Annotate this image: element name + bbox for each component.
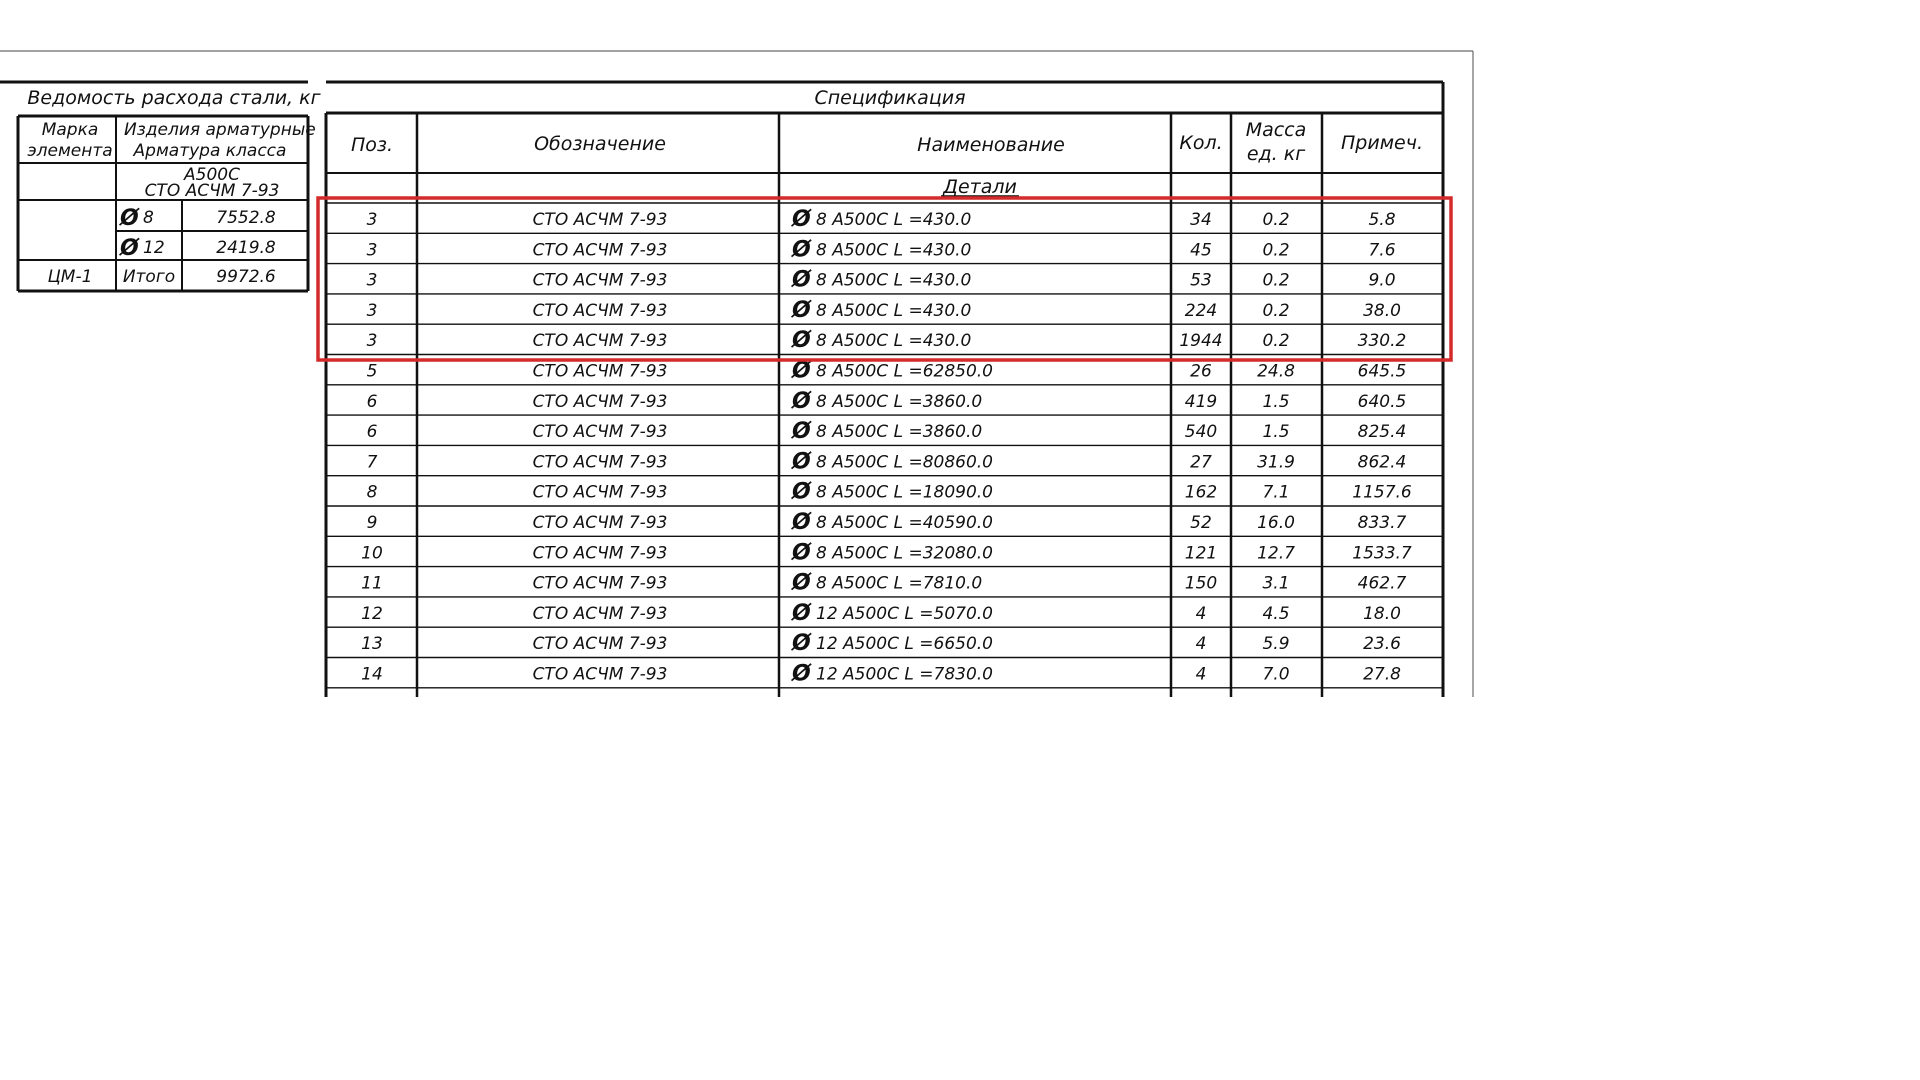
spec-row	[367, 328, 1407, 353]
specification-title: Спецификация	[814, 87, 966, 109]
statement-row-value: 7552.8	[216, 208, 276, 228]
spec-cell-name: 8 А500С L =80860.0	[816, 452, 993, 473]
spec-cell-qty: 4	[1195, 634, 1207, 655]
spec-cell-note: 7.6	[1368, 240, 1396, 261]
spec-cell-qty: 121	[1184, 543, 1218, 564]
spec-cell-designation: СТО АСЧМ 7-93	[532, 482, 668, 503]
spec-cell-name: 12 А500С L =5070.0	[816, 603, 993, 624]
spec-cell-pos: 6	[366, 422, 378, 443]
spec-cell-qty: 419	[1184, 391, 1218, 412]
spec-row	[367, 207, 1396, 232]
steel-statement-title: Ведомость расхода стали, кг	[27, 87, 321, 109]
spec-cell-note: 23.6	[1363, 634, 1401, 655]
diameter-symbol-icon: Ø	[792, 449, 811, 475]
spec-cell-qty: 45	[1190, 240, 1212, 261]
spec-cell-qty: 4	[1195, 664, 1207, 685]
spec-cell-mass: 3.1	[1262, 573, 1290, 594]
spec-cell-pos: 7	[366, 452, 378, 473]
spec-cell-mass: 16.0	[1257, 513, 1295, 533]
spec-row	[361, 540, 1412, 565]
spec-cell-mass: 1.5	[1262, 391, 1290, 412]
diameter-symbol-icon: Ø	[792, 570, 811, 596]
spec-cell-qty: 150	[1184, 573, 1218, 594]
spec-cell-note: 330.2	[1357, 331, 1407, 352]
diameter-symbol-icon: Ø	[792, 267, 811, 293]
spec-cell-name: 8 А500С L =430.0	[816, 240, 972, 261]
diameter-symbol-icon: Ø	[792, 510, 811, 535]
header-qty: Кол.	[1179, 132, 1223, 154]
section-label: Детали	[943, 176, 1017, 198]
spec-cell-pos: 14	[361, 664, 383, 685]
spec-cell-pos: 8	[366, 482, 378, 503]
spec-cell-pos: 3	[366, 300, 378, 321]
diameter-symbol-icon: Ø	[792, 297, 811, 323]
header-mass-line2: ед. кг	[1246, 143, 1306, 165]
col-mark-line1: Марка	[41, 120, 99, 140]
header-name: Наименование	[917, 134, 1065, 156]
spec-cell-mass: 0.2	[1262, 270, 1290, 291]
spec-cell-mass: 4.5	[1262, 603, 1290, 624]
spec-row	[367, 268, 1396, 293]
spec-cell-note: 1157.6	[1352, 482, 1412, 503]
spec-cell-qty: 162	[1184, 482, 1218, 503]
spec-cell-note: 5.8	[1368, 210, 1396, 230]
spec-cell-designation: СТО АСЧМ 7-93	[532, 331, 668, 352]
spec-cell-mass: 0.2	[1262, 210, 1290, 230]
spec-cell-designation: СТО АСЧМ 7-93	[532, 361, 668, 382]
spec-row	[367, 237, 1396, 262]
spec-cell-pos: 6	[366, 391, 378, 412]
spec-cell-note: 1533.7	[1352, 543, 1412, 564]
spec-cell-pos: 5	[366, 361, 378, 382]
col-products-line2: Арматура класса	[133, 141, 287, 161]
spec-cell-designation: СТО АСЧМ 7-93	[532, 300, 668, 321]
spec-cell-note: 833.7	[1357, 513, 1407, 533]
spec-cell-designation: СТО АСЧМ 7-93	[532, 452, 668, 473]
spec-cell-designation: СТО АСЧМ 7-93	[532, 573, 668, 594]
spec-cell-pos: 3	[366, 210, 378, 230]
diameter-symbol-icon: Ø	[792, 600, 811, 626]
spec-row	[367, 449, 1407, 474]
spec-cell-mass: 0.2	[1262, 300, 1290, 321]
diameter-symbol-icon: Ø	[792, 207, 811, 232]
spec-cell-designation: СТО АСЧМ 7-93	[532, 513, 668, 533]
spec-cell-pos: 3	[366, 331, 378, 352]
spec-cell-name: 8 А500С L =32080.0	[816, 543, 993, 564]
diameter-symbol-icon: Ø	[792, 631, 811, 657]
spec-cell-note: 640.5	[1357, 391, 1407, 412]
spec-cell-pos: 3	[366, 240, 378, 261]
col-mark-line2: элемента	[27, 141, 113, 161]
spec-cell-qty: 540	[1184, 422, 1218, 443]
spec-cell-note: 9.0	[1368, 270, 1396, 291]
spec-cell-name: 12 А500С L =7830.0	[816, 664, 993, 685]
spec-cell-name: 8 А500С L =3860.0	[816, 422, 983, 443]
spec-cell-qty: 52	[1190, 513, 1212, 533]
header-mass-line1: Масса	[1245, 119, 1307, 141]
header-designation: Обозначение	[534, 133, 666, 155]
spec-cell-note: 462.7	[1357, 573, 1407, 594]
spec-cell-mass: 7.1	[1262, 482, 1290, 503]
spec-row	[367, 298, 1401, 323]
spec-cell-name: 8 А500С L =3860.0	[816, 391, 983, 412]
spec-cell-name: 8 А500С L =430.0	[816, 270, 972, 291]
spec-cell-pos: 13	[361, 634, 383, 655]
spec-cell-qty: 1944	[1179, 331, 1223, 352]
spec-cell-note: 38.0	[1363, 300, 1401, 321]
spec-cell-qty: 26	[1190, 361, 1212, 382]
spec-cell-designation: СТО АСЧМ 7-93	[532, 391, 668, 412]
spec-cell-note: 825.4	[1357, 422, 1407, 443]
specification-table	[326, 82, 1443, 697]
spec-cell-pos: 11	[361, 573, 383, 594]
spec-cell-qty: 34	[1190, 210, 1212, 230]
spec-row	[367, 389, 1407, 414]
spec-cell-designation: СТО АСЧМ 7-93	[532, 603, 668, 624]
spec-cell-name: 8 А500С L =40590.0	[816, 513, 993, 533]
spec-row	[361, 571, 1406, 596]
spec-row	[367, 480, 1412, 505]
spec-row	[367, 510, 1407, 535]
spec-row	[361, 662, 1401, 687]
diameter-symbol-icon: Ø	[792, 237, 811, 263]
spec-cell-qty: 27	[1190, 452, 1212, 473]
statement-row-value: 2419.8	[216, 238, 276, 258]
spec-cell-mass: 5.9	[1262, 634, 1290, 655]
spec-cell-designation: СТО АСЧМ 7-93	[532, 422, 668, 443]
spec-cell-note: 27.8	[1363, 664, 1401, 685]
col-products-line1: Изделия арматурные	[124, 120, 316, 140]
total-value: 9972.6	[216, 267, 276, 287]
diameter-symbol-icon: Ø	[792, 328, 811, 354]
spec-cell-designation: СТО АСЧМ 7-93	[532, 664, 668, 685]
spec-cell-name: 8 А500С L =430.0	[816, 210, 972, 230]
diameter-symbol-icon: Ø	[120, 206, 139, 231]
spec-row	[367, 359, 1407, 384]
spec-cell-pos: 9	[366, 513, 378, 533]
spec-cell-qty: 4	[1195, 603, 1207, 624]
diameter-symbol-icon: Ø	[792, 419, 811, 445]
spec-cell-name: 8 А500С L =430.0	[816, 300, 972, 321]
spec-cell-designation: СТО АСЧМ 7-93	[532, 210, 668, 230]
spec-cell-mass: 12.7	[1257, 543, 1295, 564]
steel-statement-table	[0, 82, 322, 291]
spec-cell-note: 645.5	[1357, 361, 1407, 382]
class-name-line2: СТО АСЧМ 7-93	[144, 181, 280, 201]
spec-row	[361, 601, 1401, 626]
spec-cell-designation: СТО АСЧМ 7-93	[532, 634, 668, 655]
total-label: Итого	[122, 267, 176, 287]
spec-cell-name: 8 А500С L =430.0	[816, 331, 972, 352]
class-name-line1: А500С	[184, 165, 240, 185]
spec-cell-name: 12 А500С L =6650.0	[816, 634, 993, 655]
statement-row-label: 12	[143, 238, 165, 258]
header-note: Примеч.	[1341, 132, 1423, 154]
spec-cell-pos: 12	[361, 603, 383, 624]
spec-cell-mass: 24.8	[1257, 361, 1295, 382]
spec-cell-note: 862.4	[1357, 452, 1407, 473]
header-pos: Поз.	[350, 134, 394, 156]
spec-cell-pos: 10	[361, 543, 383, 564]
diameter-symbol-icon: Ø	[120, 236, 139, 261]
diameter-symbol-icon: Ø	[792, 358, 811, 384]
spec-cell-pos: 3	[366, 270, 378, 291]
diameter-symbol-icon: Ø	[792, 479, 811, 505]
spec-cell-qty: 224	[1184, 300, 1218, 321]
spec-cell-note: 18.0	[1363, 603, 1401, 624]
statement-row-label: 8	[143, 208, 154, 228]
spec-cell-mass: 0.2	[1262, 331, 1290, 352]
spec-cell-designation: СТО АСЧМ 7-93	[532, 240, 668, 261]
diameter-symbol-icon: Ø	[792, 661, 811, 687]
diameter-symbol-icon: Ø	[792, 388, 811, 414]
spec-row	[367, 419, 1407, 444]
spec-cell-name: 8 А500С L =62850.0	[816, 361, 993, 382]
diameter-symbol-icon: Ø	[792, 540, 811, 566]
spec-cell-designation: СТО АСЧМ 7-93	[532, 270, 668, 291]
spec-cell-mass: 1.5	[1262, 422, 1290, 443]
specification-rows	[361, 207, 1412, 687]
spec-cell-name: 8 А500С L =18090.0	[816, 482, 993, 503]
spec-cell-qty: 53	[1190, 270, 1212, 291]
spec-cell-mass: 31.9	[1257, 452, 1295, 473]
spec-cell-designation: СТО АСЧМ 7-93	[532, 543, 668, 564]
spec-cell-name: 8 А500С L =7810.0	[816, 573, 983, 594]
spec-cell-mass: 0.2	[1262, 240, 1290, 261]
element-mark: ЦМ-1	[47, 267, 93, 287]
spec-cell-mass: 7.0	[1262, 664, 1290, 685]
spec-row	[361, 631, 1401, 656]
